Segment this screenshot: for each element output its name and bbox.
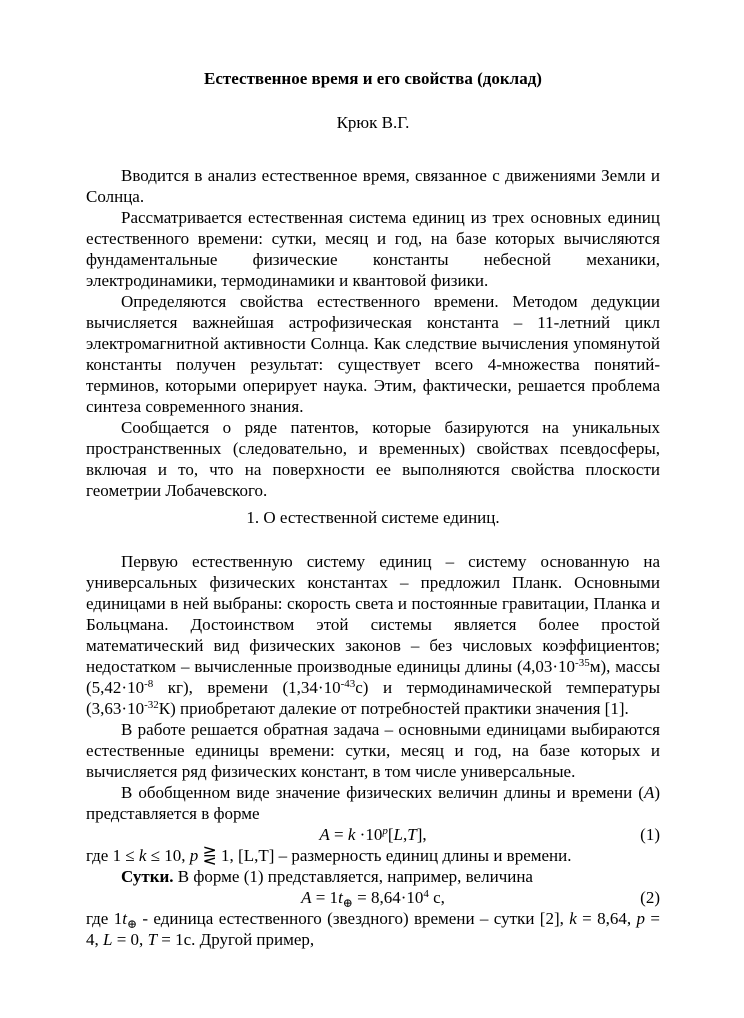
- text-run: = 0,: [112, 930, 148, 949]
- paragraph: [86, 908, 660, 950]
- formula-body: [319, 825, 426, 844]
- text-run: p: [189, 846, 199, 865]
- paragraph: [86, 165, 660, 207]
- formula: [86, 887, 660, 908]
- text-run: ≤ 10,: [146, 846, 190, 865]
- text-run: ·10: [355, 825, 383, 844]
- text-run: t: [122, 909, 127, 928]
- text-run: = 1: [311, 888, 339, 907]
- text-run: К) приобретают далекие от потребностей практики значения [1].: [158, 699, 629, 718]
- text-run: = 1с. Другой пример,: [157, 930, 315, 949]
- text-run: Первую естественную систему единиц – систему основанную на универсальных физических константах – предложил Планк. Основными единицами в ней выбраны: скорость света и постоянные гравитации, Планка и Больцмана. Достоинством этой системы является более простой математический вид физических законов – без числовых коэффициентов; недостатком – вычисленные производные единицы длины (4,03·10: [86, 552, 660, 676]
- paragraph: [86, 207, 660, 291]
- text-run: ⊕: [126, 917, 137, 931]
- text-run: k: [138, 846, 147, 865]
- text-run: ⋛ 1, [L,T] – размерность единиц длины и времени.: [198, 846, 572, 865]
- text-run: В работе решается обратная задача – основными единицами выбираются естественные единицы времени: сутки, месяц и год, на базе которых и вычисляется ряд физических констант, в том числе универсальные.: [86, 720, 660, 781]
- text-run: - единица естественного (звездного) времени – сутки [2],: [137, 909, 570, 928]
- paragraph: [86, 719, 660, 782]
- paragraph: [86, 782, 660, 824]
- paragraph: [86, 551, 660, 719]
- formula: [86, 824, 660, 845]
- text-run: ) представляется в форме: [86, 783, 660, 823]
- text-run: A: [643, 783, 655, 802]
- text-run: = 4,: [86, 909, 660, 949]
- text-run: p: [382, 825, 388, 837]
- text-run: ],: [416, 825, 427, 844]
- text-run: L: [393, 825, 403, 844]
- text-run: Вводится в анализ естественное время, связанное с движениями Земли и Солнца.: [86, 166, 660, 206]
- text-run: Рассматривается естественная система единиц из трех основных единиц естественного времени: сутки, месяц и год, на базе которых вычисляются фундаментальные физические константы небесной механики, электродинамики, термодинамики и квантовой физики.: [86, 208, 660, 290]
- text-run: ⊕: [342, 896, 353, 910]
- text-run: T: [407, 825, 417, 844]
- text-run: где 1: [86, 909, 123, 928]
- text-run: В обобщенном виде значение физических величин длины и времени (: [121, 783, 644, 802]
- text-run: A: [319, 825, 330, 844]
- paragraph: [86, 417, 660, 501]
- text-run: кг), времени (1,34·10: [153, 678, 341, 697]
- text-run: с) и термодинамической температуры (3,63·10: [86, 678, 660, 718]
- text-run: с,: [428, 888, 445, 907]
- paragraph: [86, 866, 660, 887]
- text-run: Сообщается о ряде патентов, которые базируются на уникальных пространственных (следовательно, и временных) свойствах псевдосферы, включая и то, что на поверхности ее выполняются свойства плоскости геометрии Лобачевского.: [86, 418, 660, 500]
- text-run: t: [338, 888, 343, 907]
- text-run: -43: [340, 678, 356, 690]
- formula-number: (1): [640, 825, 660, 844]
- document-title: Естественное время и его свойства (доклад): [204, 69, 542, 88]
- text-run: L: [103, 930, 113, 949]
- text-run: T: [147, 930, 158, 949]
- document-author: Крюк В.Г.: [336, 113, 410, 132]
- text-run: -35: [575, 657, 590, 669]
- document-body: [86, 165, 660, 950]
- text-run: В форме (1) представляется, например, величина: [173, 867, 533, 886]
- text-run: 4: [423, 888, 429, 900]
- section-heading: 1. О естественной системе единиц.: [246, 508, 500, 527]
- text-run: ,: [402, 825, 408, 844]
- formula-body: [301, 888, 445, 910]
- text-run: = 8,64·10: [352, 888, 424, 907]
- text-run: м), массы (5,42·10: [86, 657, 660, 697]
- text-run: = 8,64,: [576, 909, 637, 928]
- text-run: p: [636, 909, 646, 928]
- text-run: k: [569, 909, 577, 928]
- formula-number: (2): [640, 888, 660, 907]
- text-run: Определяются свойства естественного времени. Методом дедукции вычисляется важнейшая астрофизическая константа – 11-летний цикл электромагнитной активности Солнца. Как следствие вычисления упомянутой константы получен результат: существует всего 4-множества понятий-терминов, которыми оперирует наука. Этим, фактически, решается проблема синтеза современного знания.: [86, 292, 660, 416]
- text-run: k: [347, 825, 356, 844]
- text-run: =: [329, 825, 348, 844]
- paragraph: [86, 291, 660, 417]
- text-run: -8: [144, 678, 154, 690]
- paragraph: [86, 845, 660, 866]
- text-run: -32: [144, 699, 159, 711]
- text-run: где 1 ≤: [86, 846, 139, 865]
- text-run: [: [387, 825, 394, 844]
- text-run: Сутки.: [121, 867, 174, 886]
- text-run: A: [301, 888, 312, 907]
